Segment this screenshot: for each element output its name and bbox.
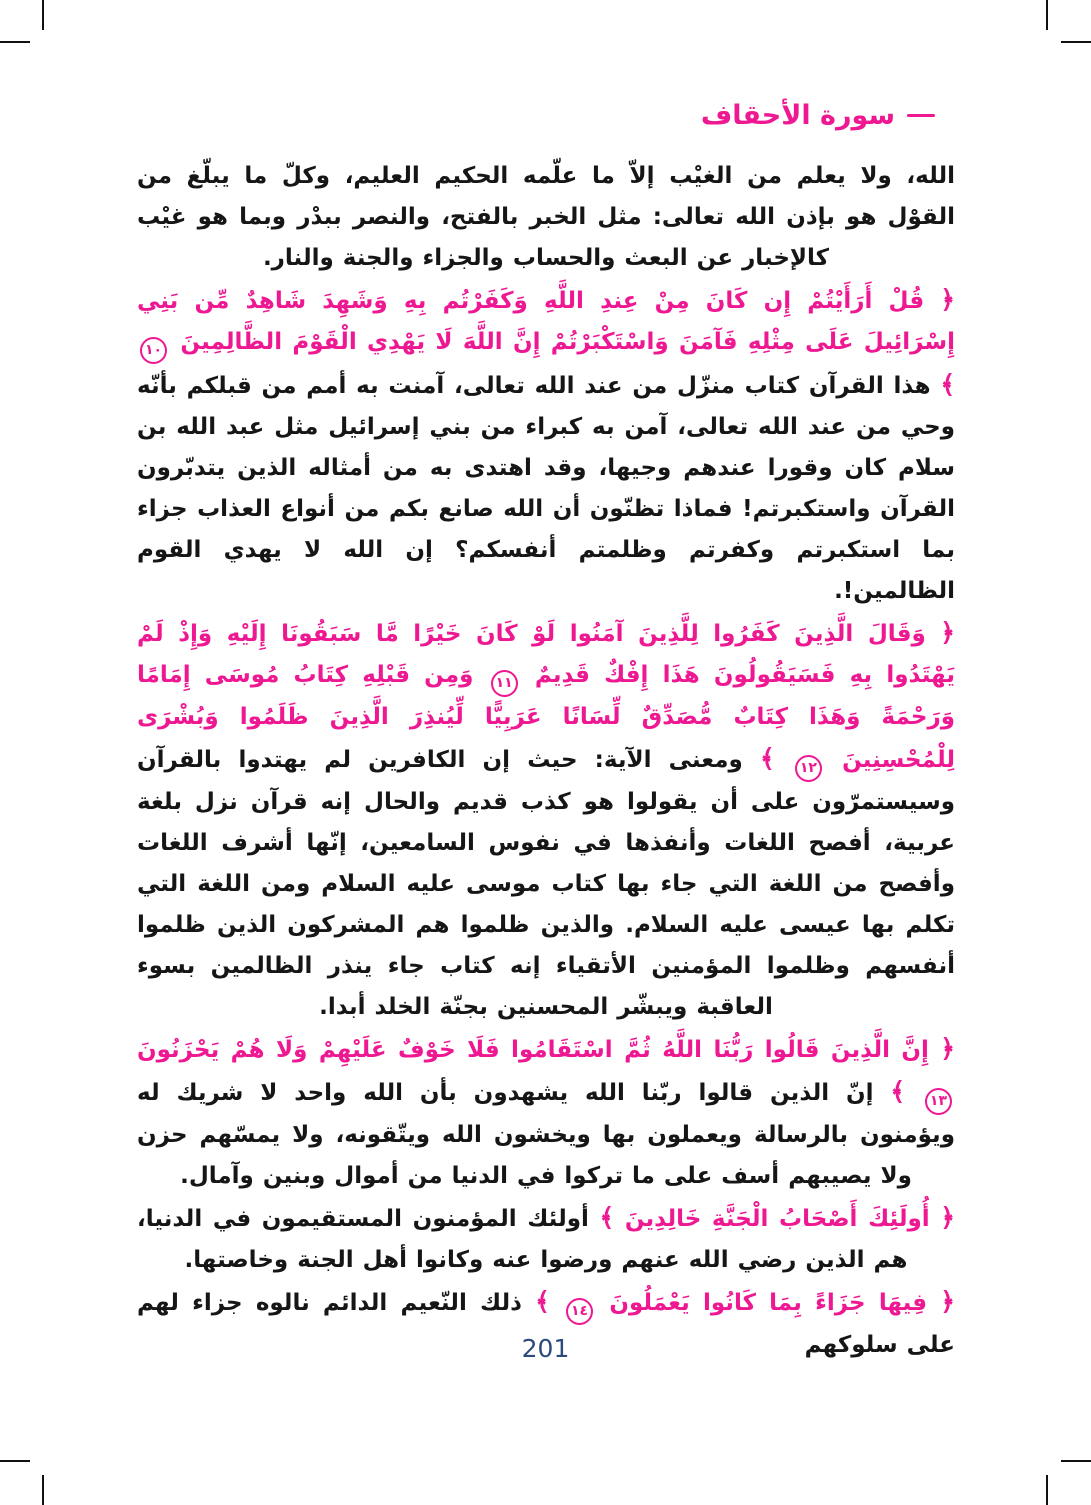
verse-bracket-ornament: ﴿ <box>940 618 955 647</box>
crop-mark <box>42 0 44 30</box>
ayah-number-medallion: ١٢ <box>795 755 822 782</box>
quran-verse-text: فِيهَا جَزَاءً بِمَا كَانُوا يَعْمَلُونَ <box>609 1290 928 1316</box>
crop-mark <box>42 1475 44 1505</box>
text-block <box>137 1028 955 1197</box>
crop-mark <box>1061 41 1091 43</box>
quran-verse-text: إِنَّ الَّذِينَ قَالُوا رَبُّنَا اللَّهُ ثُمَّ اسْتَقَامُوا فَلَا خَوْفٌ عَلَيْهِمْ وَلَا هُمْ يَحْزَنُونَ <box>137 1037 929 1063</box>
crop-mark <box>0 41 30 43</box>
commentary-text: ذلك النّعيم الدائم نالوه جزاء لهم على سلوكهم <box>137 1290 955 1358</box>
verse-bracket-ornament: ﴾ <box>535 1287 550 1316</box>
commentary-text: ومعنى الآية: حيث إن الكافرين لم يهتدوا بالقرآن وسيستمرّون على أن يقولوا هو كذب قديم والحال إنه قرآن نزل بلغة عربية، أفصح اللغات وأنفذها في نفوس السامعين، إنّها أشرف اللغات وأفصح من اللغة التي جاء بها كتاب موسى عليه السلام ومن اللغة التي تكلم بها عيسى عليه السلام. والذين ظلموا هم المشركون الذين ظلموا أنفسهم وظلموا المؤمنين الأتقياء إنه كتاب جاء ينذر الظالمين بسوء العاقبة ويبشّر المحسنين بجنّة الخلد أبدا. <box>137 747 955 1020</box>
quran-verse-text: وَقَالَ الَّذِينَ كَفَرُوا لِلَّذِينَ آمَنُوا لَوْ كَانَ خَيْرًا مَّا سَبَقُونَا إِلَيْهِ وَإِذْ لَمْ يَهْتَدُوا بِهِ فَسَيَقُولُونَ هَذَا إِفْكٌ قَدِيمٌ <box>137 621 956 688</box>
ayah-number-medallion: ١٠ <box>140 337 167 364</box>
commentary-text: الله، ولا يعلم من الغيْب إلاّ ما علّمه الحكيم العليم، وكلّ ما يبلّغ من القوْل هو بإذن الله تعالى: مثل الخبر بالفتح، والنصر ببدْر وبما هو غيْب كالإخبار عن البعث والحساب والجزاء والجنة والنار. <box>137 163 955 271</box>
verse-bracket-ornament: ﴿ <box>940 1287 955 1316</box>
quran-verse-text: وَمِن قَبْلِهِ كِتَابُ مُوسَى إِمَامًا وَرَحْمَةً وَهَذَا كِتَابٌ مُّصَدِّقٌ لِّسَانًا عَرَبِيًّا لِّيُنذِرَ الَّذِينَ ظَلَمُوا وَبُشْرَى لِلْمُحْسِنِينَ <box>137 662 955 773</box>
text-block <box>137 1197 955 1281</box>
ayah-number-medallion: ١٤ <box>566 1298 593 1325</box>
text-block <box>137 279 955 612</box>
verse-bracket-ornament: ﴾ <box>890 1077 906 1106</box>
crop-mark <box>0 1460 30 1462</box>
verse-bracket-ornament: ﴿ <box>940 1034 955 1063</box>
verse-bracket-ornament: ﴾ <box>599 1203 615 1232</box>
quran-verse-text: قُلْ أَرَأَيْتُمْ إِن كَانَ مِنْ عِندِ اللَّهِ وَكَفَرْتُم بِهِ وَشَهِدَ شَاهِدٌ مِّن بَنِي إِسْرَائِيلَ عَلَى مِثْلِهِ فَآمَنَ وَاسْتَكْبَرْتُمْ إِنَّ اللَّهَ لَا يَهْدِي الْقَوْمَ الظَّالِمِينَ <box>137 288 955 355</box>
content-blocks <box>137 156 955 1366</box>
header-dash-ornament <box>907 114 935 117</box>
crop-mark <box>1061 1460 1091 1462</box>
text-block <box>137 612 955 1028</box>
crop-mark <box>1046 1475 1048 1505</box>
commentary-text: أولئك المؤمنون المستقيمون في الدنيا، هم الذين رضي الله عنهم ورضوا عنه وكانوا أهل الجنة وخاصتها. <box>137 1206 908 1273</box>
verse-bracket-ornament: ﴾ <box>760 744 775 773</box>
commentary-text: إنّ الذين قالوا ربّنا الله يشهدون بأن الله واحد لا شريك له ويؤمنون بالرسالة ويعملون بها ويخشون الله ويتّقونه، ولا يمسّهم حزن ولا يصيبهم أسف على ما تركوا في الدنيا من أموال وبنين وآمال. <box>137 1080 955 1189</box>
page-number: 201 <box>521 1334 570 1363</box>
surah-header <box>701 100 935 131</box>
quran-verse-text: أُولَئِكَ أَصْحَابُ الْجَنَّةِ خَالِدِينَ <box>624 1206 930 1232</box>
verse-bracket-ornament: ﴾ <box>940 370 955 399</box>
ayah-number-medallion: ١١ <box>491 670 518 697</box>
ayah-number-medallion: ١٣ <box>925 1088 952 1115</box>
text-block <box>137 156 955 279</box>
tafsir-content <box>137 156 955 1366</box>
verse-bracket-ornament: ﴿ <box>940 285 956 314</box>
commentary-text: هذا القرآن كتاب منزّل من عند الله تعالى، آمنت به أمم من قبلكم بأنّه وحي من عند الله تعالى، آمن به كبراء من بني إسرائيل مثل عبد الله بن سلام كان وقورا عندهم وجيها، وقد اهتدى به من أمثاله الذين يتدبّرون القرآن واستكبرتم! فماذا تظنّون أن الله صانع بكم من أنواع العذاب جزاء بما استكبرتم وكفرتم وظلمتم أنفسكم؟ إن الله لا يهدي القوم الظالمين!. <box>137 373 955 604</box>
crop-mark <box>1046 0 1048 30</box>
verse-bracket-ornament: ﴿ <box>940 1203 955 1232</box>
surah-title: سورة الأحقاف <box>700 100 895 131</box>
